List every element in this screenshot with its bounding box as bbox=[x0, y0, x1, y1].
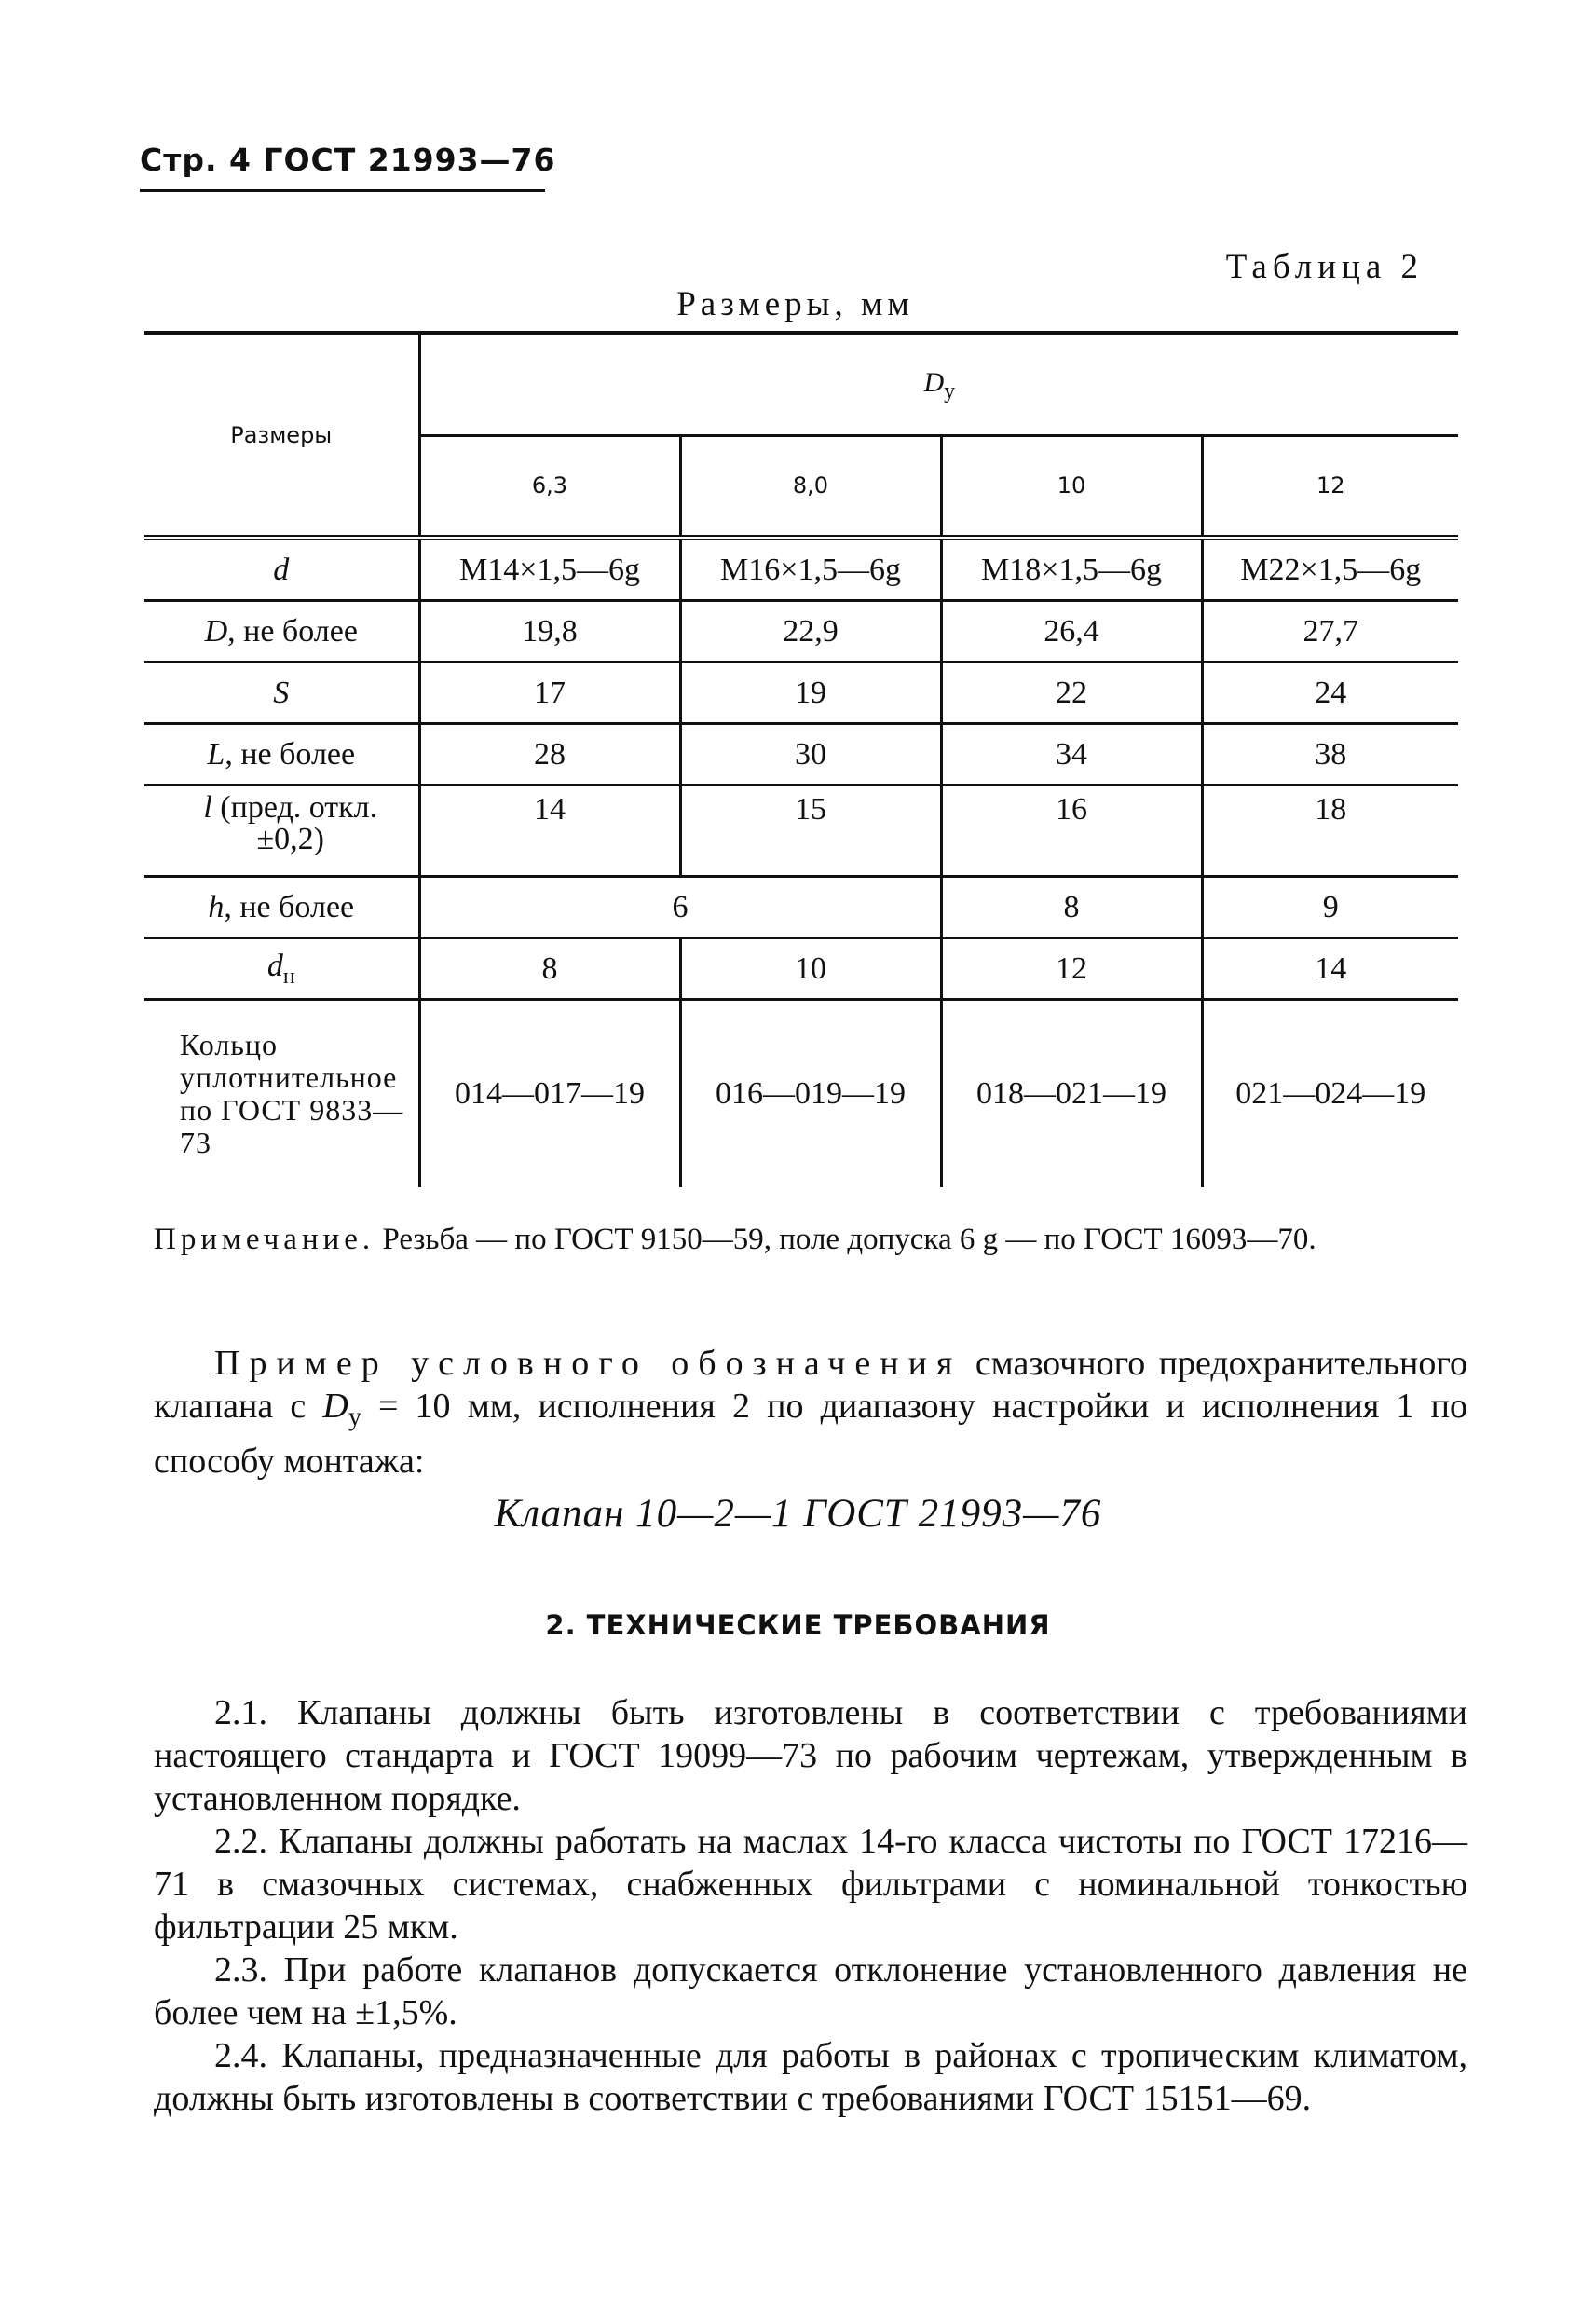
table-row bbox=[144, 786, 1458, 877]
cell: M18×1,5—6g bbox=[941, 538, 1202, 601]
dy-value: 6,3 bbox=[419, 435, 680, 538]
cell: 19,8 bbox=[419, 601, 680, 663]
row-label: D, не более bbox=[144, 601, 419, 663]
section-title: 2. ТЕХНИЧЕСКИЕ ТРЕБОВАНИЯ bbox=[545, 1609, 1051, 1641]
cell: 12 bbox=[941, 938, 1202, 1000]
requirements-list bbox=[154, 1691, 1467, 2120]
dy-value: 8,0 bbox=[680, 435, 941, 538]
cell: 27,7 bbox=[1202, 601, 1458, 663]
cell: 19 bbox=[680, 663, 941, 724]
designation-text: Клапан 10—2—1 ГОСТ 21993—76 bbox=[494, 1492, 1102, 1536]
designation-example: Пример условного обозначения смазочного предохранительного клапана с $D_у = 10$ мм, исполнения 2 по диапазону настройки и исполнения 1 по способу монтажа: bbox=[154, 1344, 1468, 1481]
cell: 8 bbox=[419, 938, 680, 1000]
cell: 24 bbox=[1202, 663, 1458, 724]
table-note: Примечание. Резьба — по ГОСТ 9150—59, поле допуска 6 g — по ГОСТ 16093—70. bbox=[154, 1223, 1316, 1256]
cell: 30 bbox=[680, 724, 941, 786]
row-label: S bbox=[144, 663, 419, 724]
table-caption: Таблица 2 bbox=[1225, 248, 1424, 286]
dimensions-table bbox=[144, 331, 1458, 1187]
cell: 15 bbox=[680, 786, 941, 877]
dy-symbol: $D_у$ bbox=[923, 366, 956, 403]
row-label: L, не более bbox=[144, 724, 419, 786]
row-label: $d_н$ bbox=[144, 938, 419, 1000]
table-row bbox=[144, 877, 1458, 938]
cell: M22×1,5—6g bbox=[1202, 538, 1458, 601]
table-row bbox=[144, 601, 1458, 663]
cell: 016—019—19 bbox=[680, 1000, 941, 1188]
cell: 16 bbox=[941, 786, 1202, 877]
list-item: 2.1. Клапаны должны быть изготовлены в соответствии с требованиями настоящего стандарта и ГОСТ 19099—73 по рабочим чертежам, утвержденным в установленном порядке. bbox=[154, 1693, 1467, 1818]
list-item: 2.3. При работе клапанов допускается отклонение установленного давления не более чем на ±1,5%. bbox=[154, 1950, 1467, 2032]
cell: 9 bbox=[1202, 877, 1458, 938]
cell: 22 bbox=[941, 663, 1202, 724]
cell: 10 bbox=[680, 938, 941, 1000]
cell: 14 bbox=[419, 786, 680, 877]
page-header: Стр. 4 ГОСТ 21993—76 bbox=[140, 142, 556, 178]
list-item: 2.4. Клапаны, предназначенные для работы в районах с тропическим климатом, должны быть изготовлены в соответствии с требованиями ГОСТ 15151—69. bbox=[154, 2036, 1467, 2118]
col-header-label: Размеры bbox=[144, 333, 419, 538]
cell: 021—024—19 bbox=[1202, 1000, 1458, 1188]
cell: 28 bbox=[419, 724, 680, 786]
row-label: d bbox=[144, 538, 419, 601]
table-subtitle: Размеры, мм bbox=[676, 285, 914, 323]
dy-header bbox=[419, 333, 1458, 435]
cell: 34 bbox=[941, 724, 1202, 786]
cell: 38 bbox=[1202, 724, 1458, 786]
table-row bbox=[144, 663, 1458, 724]
dy-value: 10 bbox=[941, 435, 1202, 538]
cell: 18 bbox=[1202, 786, 1458, 877]
cell: 6 bbox=[419, 877, 941, 938]
table-row bbox=[144, 938, 1458, 1000]
row-label: l (пред. откл. ±0,2) bbox=[144, 786, 419, 877]
cell: M16×1,5—6g bbox=[680, 538, 941, 601]
dy-value: 12 bbox=[1202, 435, 1458, 538]
cell: 17 bbox=[419, 663, 680, 724]
row-label: Кольцо уплотнительное по ГОСТ 9833—73 bbox=[180, 1028, 404, 1159]
cell: 14 bbox=[1202, 938, 1458, 1000]
list-item: 2.2. Клапаны должны работать на маслах 14-го класса чистоты по ГОСТ 17216—71 в смазочных системах, снабженных фильтрами с номинальной тонкостью фильтрации 25 мкм. bbox=[154, 1822, 1467, 1947]
header-rule bbox=[140, 189, 545, 192]
cell: 018—021—19 bbox=[941, 1000, 1202, 1188]
cell: 014—017—19 bbox=[419, 1000, 680, 1188]
table-row bbox=[144, 538, 1458, 601]
cell: M14×1,5—6g bbox=[419, 538, 680, 601]
cell: 22,9 bbox=[680, 601, 941, 663]
table-row bbox=[144, 1000, 1458, 1188]
row-label: h, не более bbox=[144, 877, 419, 938]
cell: 26,4 bbox=[941, 601, 1202, 663]
cell: 8 bbox=[941, 877, 1202, 938]
table-row bbox=[144, 724, 1458, 786]
